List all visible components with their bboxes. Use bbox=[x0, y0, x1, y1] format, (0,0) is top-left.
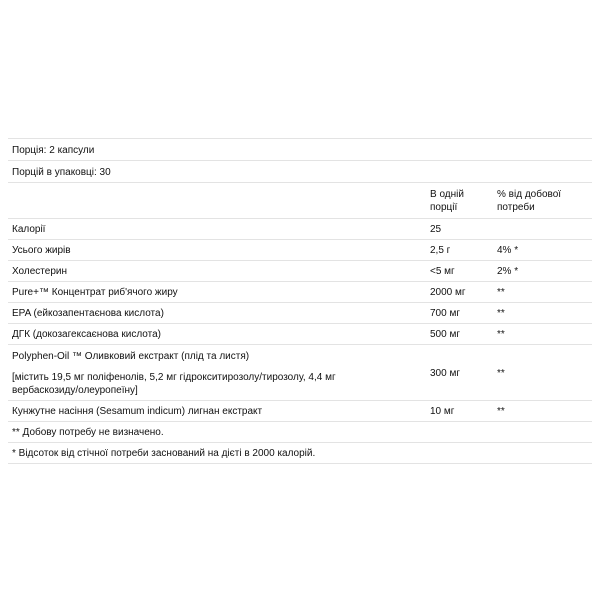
servings-per-container-text: Порцій в упаковці: 30 bbox=[12, 167, 111, 178]
nutrient-name: EPA (ейкозапентаєнова кислота) bbox=[12, 308, 164, 319]
nutrient-amount: 300 мг bbox=[430, 368, 460, 379]
amount-column-header: В одній порції bbox=[430, 189, 464, 213]
nutrient-amount: 25 bbox=[430, 224, 442, 235]
footnote-row bbox=[8, 421, 592, 442]
nutrient-row bbox=[8, 260, 592, 281]
serving-size-text: Порція: 2 капсули bbox=[12, 145, 95, 156]
footnote-percent-basis: * Відсоток від стічної потреби заснований на дієті в 2000 калорій. bbox=[12, 448, 316, 459]
nutrient-row bbox=[8, 344, 592, 400]
nutrient-name: Кунжутне насіння (Sesamum indicum) лигнан екстракт bbox=[12, 406, 263, 417]
nutrient-row bbox=[8, 400, 592, 421]
nutrient-row bbox=[8, 302, 592, 323]
nutrient-name: Холестерин bbox=[12, 266, 67, 277]
nutrient-name: Усього жирів bbox=[12, 245, 71, 256]
nutrient-detail: [містить 19,5 мг поліфенолів, 5,2 мг гідрокситирозолу/тирозолу, 4,4 мг вербаскозиду/олеуропеїну] bbox=[12, 372, 336, 396]
nutrient-daily-value: ** bbox=[497, 308, 505, 319]
nutrient-daily-value: ** bbox=[497, 329, 505, 340]
nutrient-name: Polyphen-Oil ™ Оливковий екстракт (плід та листя) bbox=[12, 351, 250, 362]
nutrient-daily-value: 4% * bbox=[497, 245, 519, 256]
column-header-row bbox=[8, 182, 592, 218]
nutrient-row bbox=[8, 281, 592, 302]
nutrient-amount: 2000 мг bbox=[430, 287, 466, 298]
footnote-row bbox=[8, 442, 592, 464]
nutrient-row bbox=[8, 239, 592, 260]
nutrient-daily-value: ** bbox=[497, 287, 505, 298]
nutrient-row bbox=[8, 218, 592, 239]
nutrient-amount: 700 мг bbox=[430, 308, 460, 319]
daily-value-column-header: % від добової потреби bbox=[497, 189, 562, 213]
nutrient-amount: <5 мг bbox=[430, 266, 455, 277]
nutrient-name: Калорії bbox=[12, 224, 46, 235]
nutrient-daily-value: ** bbox=[497, 406, 505, 417]
nutrient-daily-value: 2% * bbox=[497, 266, 519, 277]
nutrient-amount: 500 мг bbox=[430, 329, 460, 340]
supplement-facts-table bbox=[8, 138, 592, 464]
nutrient-amount: 10 мг bbox=[430, 406, 455, 417]
nutrient-name: Pure+™ Концентрат риб'ячого жиру bbox=[12, 287, 178, 298]
servings-per-container-row bbox=[8, 160, 592, 182]
nutrient-row bbox=[8, 323, 592, 344]
nutrient-amount: 2,5 г bbox=[430, 245, 451, 256]
footnote-dv-not-established: ** Добову потребу не визначено. bbox=[12, 427, 164, 438]
nutrient-name: ДГК (докозагексаєнова кислота) bbox=[12, 329, 161, 340]
nutrient-daily-value: ** bbox=[497, 368, 505, 379]
serving-size-row bbox=[8, 138, 592, 160]
